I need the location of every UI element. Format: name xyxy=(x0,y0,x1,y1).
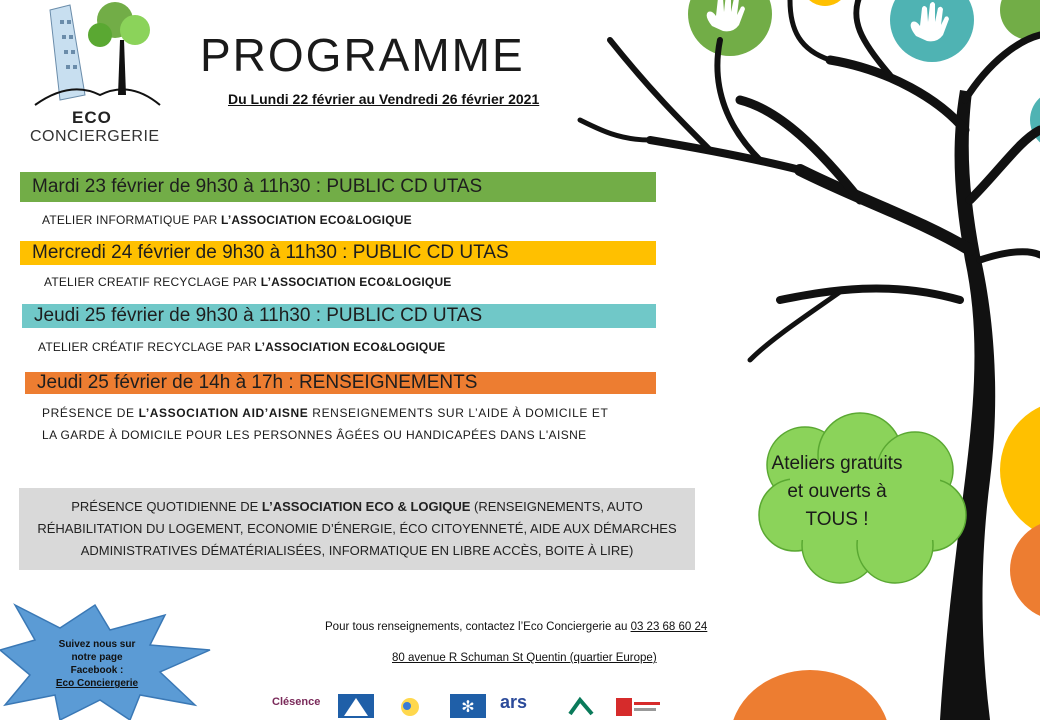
session-heading-4: Jeudi 25 février de 14h à 17h : RENSEIGNEMENTS xyxy=(25,372,656,394)
cloud-line-2: et ouverts à xyxy=(787,481,887,502)
star-line-2: notre page xyxy=(71,652,123,663)
daily-line-1: PRÉSENCE QUOTIDIENNE DE L’ASSOCIATION ECO & LOGIQUE (RENSEIGNEMENTS, AUTO xyxy=(71,499,643,514)
sponsor-logo-fondation xyxy=(616,696,662,718)
daily-presence-box xyxy=(19,488,695,570)
svg-text:✻: ✻ xyxy=(461,697,475,716)
logo-text-eco: ECO xyxy=(72,108,112,127)
orange-circle-right xyxy=(1010,520,1040,620)
orange-hand-circle xyxy=(730,670,890,720)
session-desc-4-line1: PRÉSENCE DE L’ASSOCIATION AID’AISNE RENSEIGNEMENTS SUR L’AIDE À DOMICILE ET xyxy=(42,406,609,420)
sponsor-clesence: Clésence xyxy=(272,696,321,708)
session-desc-3: ATELIER CRÉATIF RECYCLAGE PAR L’ASSOCIATION ECO&LOGIQUE xyxy=(38,340,446,354)
cloud-line-3: TOUS ! xyxy=(805,509,869,530)
yellow-circle-top xyxy=(801,0,849,6)
session-desc-2: ATELIER CREATIF RECYCLAGE PAR L’ASSOCIATION ECO&LOGIQUE xyxy=(44,275,452,289)
phone-number[interactable]: 03 23 68 60 24 xyxy=(630,621,708,633)
session-desc-1: ATELIER INFORMATIQUE PAR L’ASSOCIATION ECO&LOGIQUE xyxy=(42,213,412,227)
address-line: 80 avenue R Schuman St Quentin (quartier Europe) xyxy=(392,652,657,664)
session-heading-1: Mardi 23 février de 9h30 à 11h30 : PUBLIC CD UTAS xyxy=(20,172,656,202)
tree-illustration xyxy=(560,0,1040,720)
eco-conciergerie-logo xyxy=(30,0,170,110)
daily-line-2: RÉHABILITATION DU LOGEMENT, ECONOMIE D’ÉNERGIE, ÉCO CITOYENNETÉ, AIDE AUX DÉMARCHES xyxy=(37,521,677,536)
daily-line-3: ADMINISTRATIVES DÉMATÉRIALISÉES, INFORMATIQUE EN LIBRE ACCÈS, BOITE À LIRE) xyxy=(80,543,634,558)
facebook-page-link[interactable]: Eco Conciergerie xyxy=(55,678,139,689)
session-heading-3: Jeudi 25 février de 9h30 à 11h30 : PUBLIC CD UTAS xyxy=(22,304,656,328)
page-title: PROGRAMME xyxy=(200,29,525,81)
logo-text-conciergerie: CONCIERGERIE xyxy=(30,128,160,145)
star-line-3: Facebook : xyxy=(70,665,124,676)
sponsor-logo-credit-agricole xyxy=(566,696,596,718)
session-desc-4-line2: LA GARDE À DOMICILE POUR LES PERSONNES ÂGÉES OU HANDICAPÉES DANS L'AISNE xyxy=(42,428,587,442)
session-heading-2: Mercredi 24 février de 9h30 à 11h30 : PUBLIC CD UTAS xyxy=(20,241,656,265)
free-workshops-callout xyxy=(742,450,932,534)
cloud-line-1: Ateliers gratuits xyxy=(771,453,903,474)
sponsor-logo-aisne xyxy=(338,694,374,718)
date-range: Du Lundi 22 février au Vendredi 26 février 2021 xyxy=(228,91,540,107)
sponsor-ars: ars xyxy=(500,692,528,712)
yellow-circle-right xyxy=(1000,400,1040,540)
sponsor-logo-region xyxy=(398,696,422,718)
star-line-1: Suivez nous sur xyxy=(58,639,136,650)
sponsor-logo-snowflake xyxy=(450,694,486,718)
facebook-callout xyxy=(42,638,152,690)
contact-line: Pour tous renseignements, contactez l’Eco Conciergerie au 03 23 68 60 24 xyxy=(325,621,708,633)
